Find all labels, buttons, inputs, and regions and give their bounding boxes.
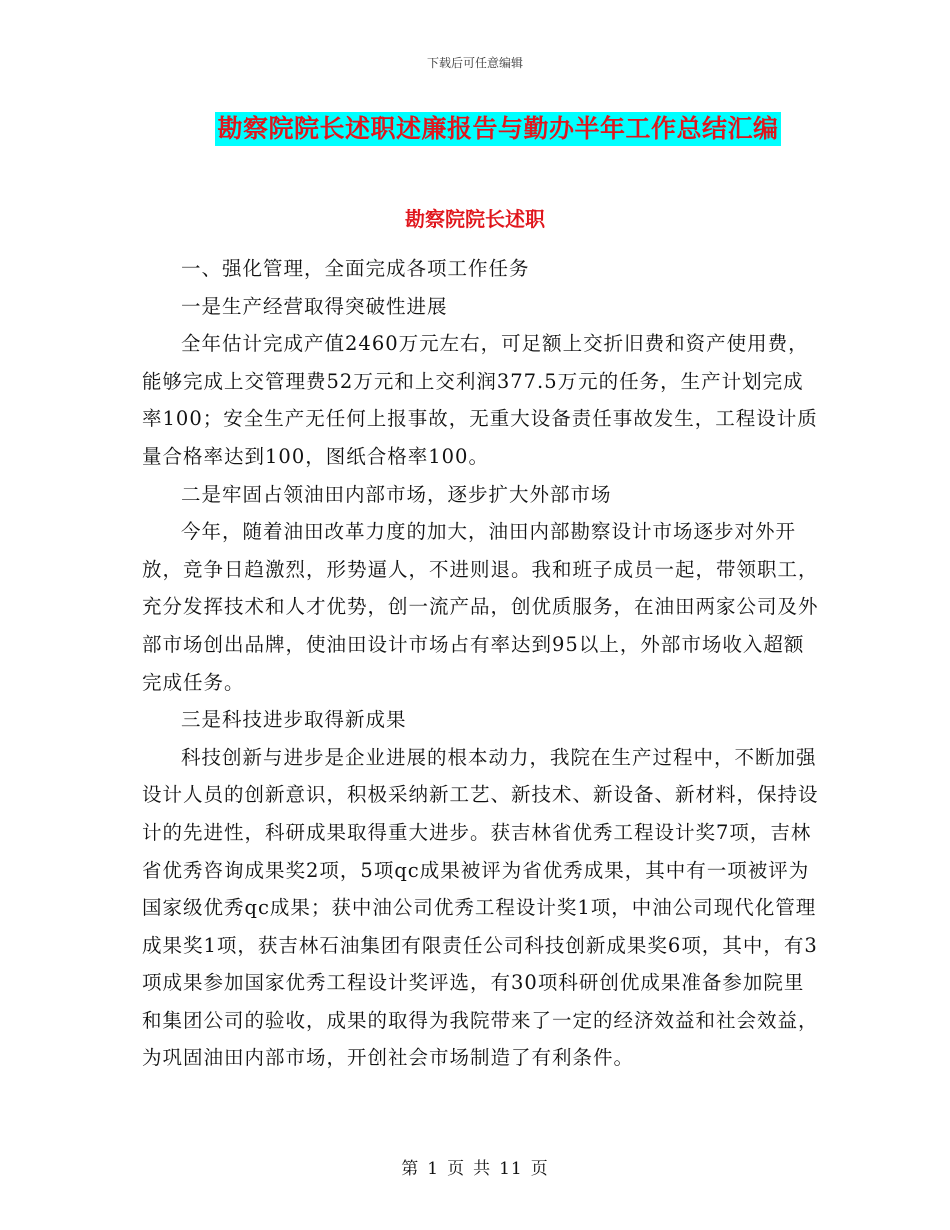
body-text: [142, 250, 822, 1077]
footer-total-word: 共: [473, 1159, 492, 1179]
footer-prefix: 第: [401, 1159, 420, 1179]
paragraph-heading-1: 一、强化管理，全面完成各项工作任务: [181, 257, 530, 280]
paragraph-subheading-1: 一是生产经营取得突破性进展: [181, 294, 448, 318]
main-title-container: [0, 112, 950, 146]
footer-suffix: 页: [530, 1159, 549, 1179]
paragraph-1: 全年估计完成产值2460万元左右，可足额上交折旧费和资产使用费，能够完成上交管理费52万元和上交利润377.5万元的任务，生产计划完成率100；安全生产无任何上报事故，无重大设备责任事故发生，工程设计质量合格率达到100，图纸合格率100。: [142, 332, 818, 468]
page-footer: [0, 1154, 950, 1179]
footer-total-pages: 11: [499, 1159, 523, 1179]
paragraph-3: 科技创新与进步是企业进展的根本动力，我院在生产过程中，不断加强设计人员的创新意识，积极采纳新工艺、新技术、新设备、新材料，保持设计的先进性，科研成果取得重大进步。获吉林省优秀工程设计奖7项，吉林省优秀咨询成果奖2项，5项qc成果被评为省优秀成果，其中有一项被评为国家级优秀qc成果；获中油公司优秀工程设计奖1项，中油公司现代化管理成果奖1项，获吉林石油集团有限责任公司科技创新成果奖6项，其中，有3项成果参加国家优秀工程设计奖评选，有30项科研创优成果准备参加院里和集团公司的验收，成果的取得为我院带来了一定的经济效益和社会效益，为巩固油田内部市场，开创社会市场制造了有利条件。: [142, 745, 819, 1070]
main-title: 勘察院院长述职述廉报告与勤办半年工作总结汇编: [215, 112, 780, 146]
footer-page-number: 1: [427, 1159, 440, 1179]
paragraph-subheading-3: 三是科技进步取得新成果: [181, 708, 407, 732]
header-note: 下载后可任意编辑: [426, 56, 523, 70]
paragraph-subheading-2: 二是牢固占领油田内部市场，逐步扩大外部市场: [181, 482, 612, 506]
paragraph-2: 今年，随着油田改革力度的加大，油田内部勘察设计市场逐步对外开放，竞争日趋激烈，形势逼人，不进则退。我和班子成员一起，带领职工，充分发挥技术和人才优势，创一流产品，创优质服务，在油田两家公司及外部市场创出品牌，使油田设计市场占有率达到95以上，外部市场收入超额完成任务。: [142, 520, 819, 694]
footer-page-word: 页: [447, 1159, 466, 1179]
section-title: 勘察院院长述职: [405, 207, 545, 231]
